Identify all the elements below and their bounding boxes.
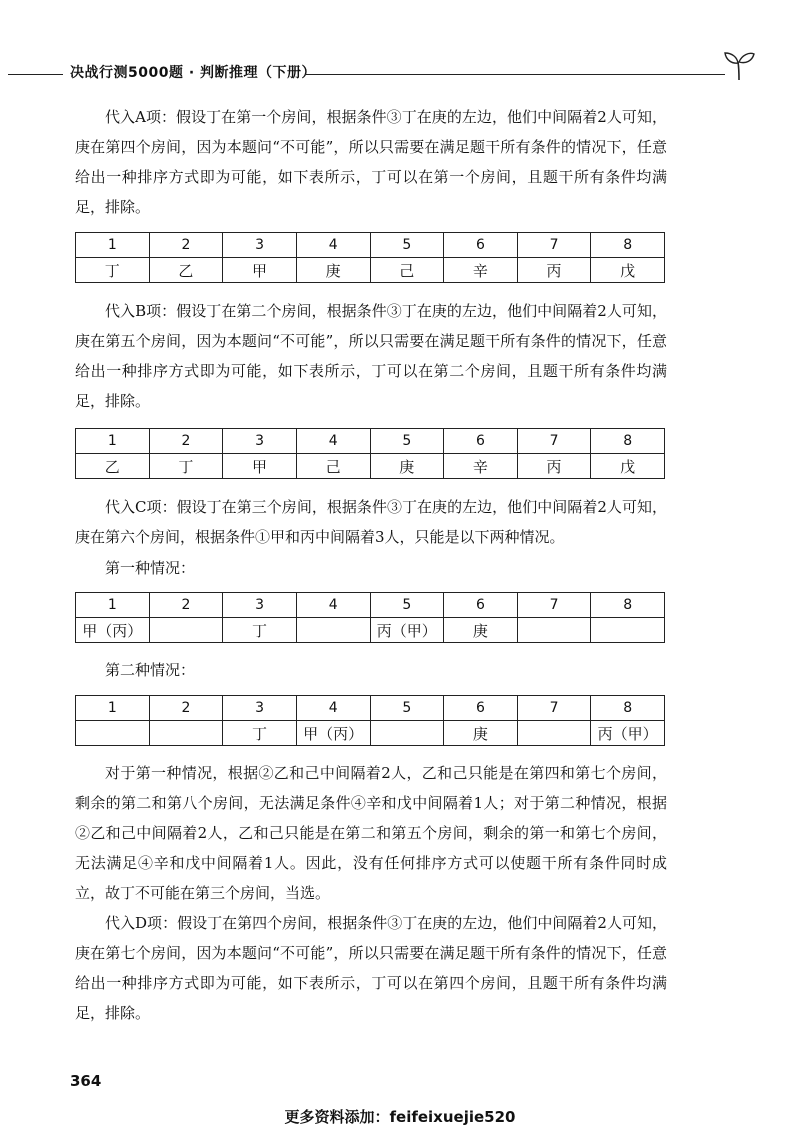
table-cell: 丙	[517, 454, 591, 479]
table-row	[76, 258, 665, 283]
room-number-cell: 7	[517, 429, 591, 454]
table-cell: 甲（丙）	[76, 618, 150, 643]
table-cell: 戊	[591, 258, 665, 283]
table-row	[76, 618, 665, 643]
room-number-cell: 7	[517, 233, 591, 258]
sprout-icon	[722, 48, 756, 82]
table-cell: 辛	[444, 258, 518, 283]
room-number-cell: 3	[223, 233, 297, 258]
table-cell: 甲	[223, 258, 297, 283]
room-number-cell: 3	[223, 696, 297, 721]
case-one-label: 第一种情况：	[105, 559, 196, 577]
book-title: 决战行测5000题 · 判断推理（下册）	[70, 65, 317, 81]
table-row	[76, 593, 665, 618]
paragraph-option-c: 代入C项：假设丁在第三个房间，根据条件③丁在庚的左边，他们中间隔着2人可知，庚在第六个房间，根据条件①甲和丙中间隔着3人，只能是以下两种情况。	[75, 498, 667, 546]
room-number-cell: 6	[444, 233, 518, 258]
paragraph-case-analysis: 对于第一种情况，根据②乙和己中间隔着2人，乙和己只能是在第四和第七个房间，剩余的第二和第八个房间，无法满足条件④辛和戊中间隔着1人；对于第二种情况，根据②乙和己中间隔着2人，乙和己只能是在第二和第五个房间，剩余的第一和第七个房间，无法满足④辛和戊中间隔着1人。因此，没有任何排序方式可以使题干所有条件同时成立，故丁不可能在第三个房间，当选。	[75, 764, 667, 902]
paragraph-option-a: 代入A项：假设丁在第一个房间，根据条件③丁在庚的左边，他们中间隔着2人可知，庚在第四个房间，因为本题问“不可能”，所以只需要在满足题干所有条件的情况下，任意给出一种排序方式即为可能，如下表所示，丁可以在第一个房间，且题干所有条件均满足，排除。	[75, 108, 667, 216]
table-option-a	[75, 232, 665, 283]
table-cell: 乙	[149, 258, 223, 283]
table-row	[76, 429, 665, 454]
header-rule-right	[305, 74, 725, 75]
table-cell	[149, 721, 223, 746]
room-number-cell: 6	[444, 429, 518, 454]
table-option-c-case-two	[75, 695, 665, 746]
table-option-c-case-one	[75, 592, 665, 643]
room-number-cell: 6	[444, 593, 518, 618]
header-rule-left	[8, 74, 63, 75]
running-header	[0, 58, 800, 88]
room-number-cell: 1	[76, 593, 150, 618]
table-row	[76, 454, 665, 479]
table-cell	[591, 618, 665, 643]
table-cell	[296, 618, 370, 643]
table-cell: 丁	[223, 721, 297, 746]
room-number-cell: 1	[76, 696, 150, 721]
case-two-label: 第二种情况：	[105, 661, 196, 679]
room-number-cell: 8	[591, 696, 665, 721]
room-number-cell: 2	[149, 429, 223, 454]
table-cell: 丙（甲）	[591, 721, 665, 746]
room-number-cell: 5	[370, 593, 444, 618]
table-cell: 甲	[223, 454, 297, 479]
room-number-cell: 4	[296, 233, 370, 258]
table-cell	[76, 721, 150, 746]
table-cell	[149, 618, 223, 643]
table-cell	[370, 721, 444, 746]
room-number-cell: 4	[296, 696, 370, 721]
table-cell: 甲（丙）	[296, 721, 370, 746]
room-number-cell: 5	[370, 696, 444, 721]
paragraph-option-d: 代入D项：假设丁在第四个房间，根据条件③丁在庚的左边，他们中间隔着2人可知，庚在第七个房间，因为本题问“不可能”，所以只需要在满足题干所有条件的情况下，任意给出一种排序方式即为可能，如下表所示，丁可以在第四个房间，且题干所有条件均满足，排除。	[75, 914, 667, 1022]
table-cell: 己	[370, 258, 444, 283]
room-number-cell: 3	[223, 429, 297, 454]
table-cell	[517, 618, 591, 643]
room-number-cell: 4	[296, 429, 370, 454]
room-number-cell: 7	[517, 696, 591, 721]
room-number-cell: 3	[223, 593, 297, 618]
table-cell: 己	[296, 454, 370, 479]
page-number: 364	[70, 1072, 102, 1090]
table-cell: 丁	[223, 618, 297, 643]
room-number-cell: 8	[591, 593, 665, 618]
table-cell: 庚	[444, 721, 518, 746]
room-number-cell: 2	[149, 593, 223, 618]
room-number-cell: 8	[591, 233, 665, 258]
table-cell: 辛	[444, 454, 518, 479]
table-cell	[517, 721, 591, 746]
room-number-cell: 6	[444, 696, 518, 721]
table-row	[76, 696, 665, 721]
footer-note: 更多资料添加：feifeixuejie520	[284, 1108, 516, 1126]
table-cell: 乙	[76, 454, 150, 479]
room-number-cell: 1	[76, 429, 150, 454]
table-cell: 戊	[591, 454, 665, 479]
room-number-cell: 8	[591, 429, 665, 454]
paragraph-option-b: 代入B项：假设丁在第二个房间，根据条件③丁在庚的左边，他们中间隔着2人可知，庚在第五个房间，因为本题问“不可能”，所以只需要在满足题干所有条件的情况下，任意给出一种排序方式即为可能，如下表所示，丁可以在第二个房间，且题干所有条件均满足，排除。	[75, 302, 667, 410]
room-number-cell: 4	[296, 593, 370, 618]
room-number-cell: 1	[76, 233, 150, 258]
table-cell: 丙（甲）	[370, 618, 444, 643]
table-cell: 丙	[517, 258, 591, 283]
table-row	[76, 233, 665, 258]
room-number-cell: 5	[370, 429, 444, 454]
table-option-b	[75, 428, 665, 479]
room-number-cell: 7	[517, 593, 591, 618]
table-cell: 庚	[370, 454, 444, 479]
table-cell: 丁	[149, 454, 223, 479]
table-cell: 丁	[76, 258, 150, 283]
room-number-cell: 2	[149, 233, 223, 258]
table-cell: 庚	[296, 258, 370, 283]
table-row	[76, 721, 665, 746]
room-number-cell: 5	[370, 233, 444, 258]
room-number-cell: 2	[149, 696, 223, 721]
table-cell: 庚	[444, 618, 518, 643]
